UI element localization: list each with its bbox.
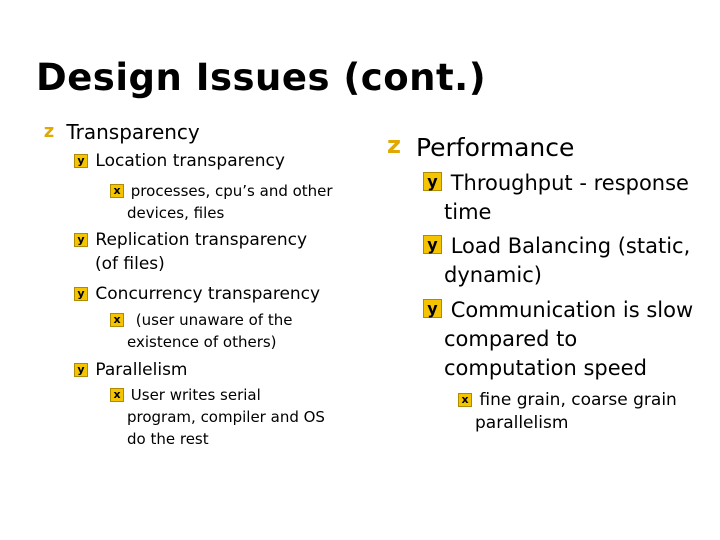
bullet-text: Concurrency transparency — [95, 284, 321, 304]
bullet-continuation: time — [444, 200, 492, 224]
bullet-communication — [423, 298, 693, 323]
bullet-parallelism — [74, 360, 188, 380]
bullet-continuation: existence of others) — [127, 333, 277, 351]
bullet-processes — [110, 182, 333, 200]
x-bullet-icon: x — [458, 393, 472, 407]
bullet-continuation: dynamic) — [444, 263, 542, 287]
bullet-text: Load Balancing (static, — [450, 234, 691, 258]
bullet-text: Throughput - response — [450, 171, 689, 195]
bullet-user-unaware — [110, 311, 292, 329]
x-bullet-icon: x — [110, 388, 124, 402]
bullet-continuation: parallelism — [475, 413, 569, 433]
y-bullet-icon: y — [74, 287, 88, 301]
bullet-continuation: (of files) — [95, 254, 165, 274]
y-bullet-icon: y — [423, 299, 442, 318]
bullet-text: Parallelism — [95, 360, 188, 380]
bullet-grain — [458, 390, 677, 410]
bullet-text: (user unaware of the — [135, 311, 293, 329]
bullet-continuation: computation speed — [444, 356, 647, 380]
bullet-continuation: compared to — [444, 327, 578, 351]
y-bullet-icon: y — [74, 363, 88, 377]
y-bullet-icon: y — [423, 235, 442, 254]
slide-title: Design Issues (cont.) — [36, 56, 487, 99]
bullet-continuation: devices, files — [127, 204, 225, 222]
bullet-text: Transparency — [66, 120, 200, 144]
bullet-load-balancing — [423, 234, 690, 259]
bullet-text: Communication is slow — [450, 298, 694, 322]
bullet-performance — [382, 133, 574, 163]
bullet-replication-transparency — [74, 230, 307, 250]
y-bullet-icon: y — [74, 154, 88, 168]
x-bullet-icon: x — [110, 313, 124, 327]
bullet-text: processes, cpu’s and other — [130, 182, 333, 200]
bullet-throughput — [423, 171, 689, 196]
bullet-text: fine grain, coarse grain — [479, 390, 677, 410]
x-bullet-icon: x — [110, 184, 124, 198]
bullet-text: Replication transparency — [95, 230, 308, 250]
z-bullet-icon: z — [43, 121, 55, 142]
bullet-user-writes — [110, 386, 261, 404]
bullet-text: User writes serial — [130, 386, 261, 404]
y-bullet-icon: y — [423, 172, 442, 191]
bullet-concurrency-transparency — [74, 284, 320, 304]
bullet-text: Location transparency — [95, 151, 285, 171]
bullet-continuation: program, compiler and OS — [127, 408, 325, 426]
bullet-transparency — [40, 120, 200, 144]
bullet-text: Performance — [415, 133, 575, 162]
bullet-continuation: do the rest — [127, 430, 209, 448]
y-bullet-icon: y — [74, 233, 88, 247]
bullet-location-transparency — [74, 151, 285, 171]
z-bullet-icon: z — [387, 131, 401, 159]
